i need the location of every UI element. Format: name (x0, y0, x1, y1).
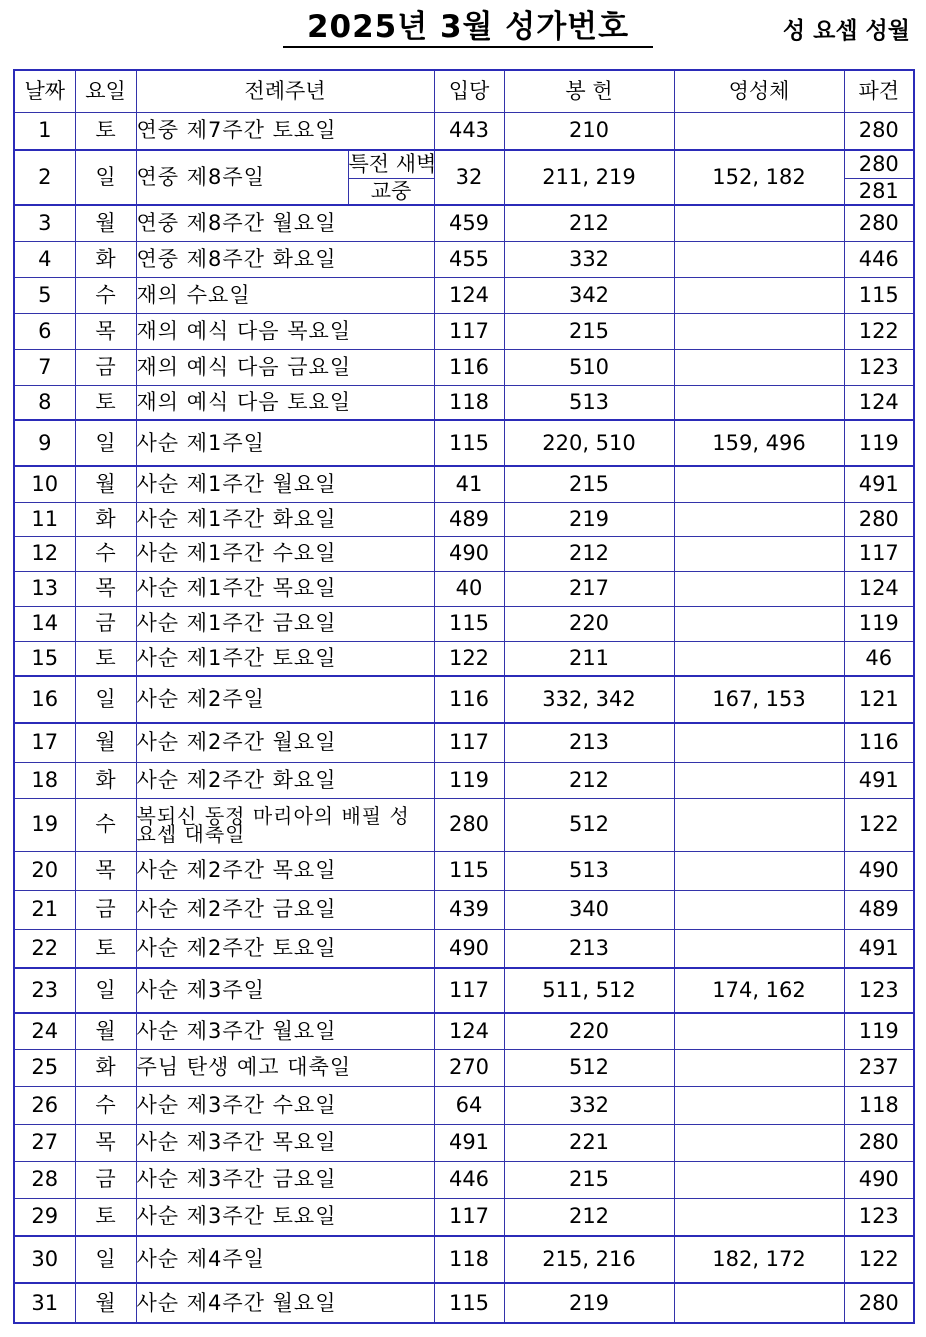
dismissal-cell: 491 (844, 466, 914, 502)
date-cell: 19 (14, 798, 75, 851)
weekday-cell: 목 (75, 313, 136, 349)
offertory-cell: 219 (504, 1283, 674, 1323)
liturgy-cell: 재의 예식 다음 토요일 (136, 385, 434, 420)
date-cell: 4 (14, 241, 75, 277)
communion-cell: 182, 172 (674, 1236, 844, 1283)
date-cell: 22 (14, 929, 75, 968)
table-row (14, 968, 914, 1013)
entrance-cell: 455 (434, 241, 504, 277)
weekday-cell: 토 (75, 385, 136, 420)
table-row (14, 502, 914, 536)
weekday-cell: 토 (75, 641, 136, 676)
date-cell: 7 (14, 349, 75, 385)
header-communion: 영성체 (674, 70, 844, 112)
table-row (14, 1198, 914, 1236)
date-cell: 14 (14, 606, 75, 641)
dismissal-cell: 491 (844, 929, 914, 968)
dismissal-cell: 446 (844, 241, 914, 277)
mass-time-cell: 특전 새벽 (348, 150, 434, 178)
table-row (14, 466, 914, 502)
communion-cell (674, 798, 844, 851)
date-cell: 28 (14, 1161, 75, 1198)
weekday-cell: 월 (75, 466, 136, 502)
dismissal-cell: 124 (844, 571, 914, 606)
entrance-cell: 490 (434, 929, 504, 968)
liturgy-cell: 재의 수요일 (136, 277, 434, 313)
offertory-cell: 213 (504, 723, 674, 762)
date-cell: 5 (14, 277, 75, 313)
dismissal-cell: 115 (844, 277, 914, 313)
table-row (14, 676, 914, 723)
table-row (14, 313, 914, 349)
offertory-cell: 220, 510 (504, 420, 674, 466)
liturgy-cell: 사순 제4주일 (136, 1236, 434, 1283)
weekday-cell: 화 (75, 502, 136, 536)
table-header-row (14, 70, 914, 112)
weekday-cell: 수 (75, 536, 136, 571)
offertory-cell: 215 (504, 313, 674, 349)
entrance-cell: 491 (434, 1124, 504, 1161)
weekday-cell: 월 (75, 723, 136, 762)
date-cell: 10 (14, 466, 75, 502)
date-cell: 24 (14, 1013, 75, 1049)
communion-cell (674, 1013, 844, 1049)
weekday-cell: 금 (75, 1161, 136, 1198)
weekday-cell: 토 (75, 112, 136, 150)
header-weekday: 요일 (75, 70, 136, 112)
communion-cell (674, 205, 844, 241)
date-cell: 18 (14, 762, 75, 798)
liturgy-cell: 사순 제1주일 (136, 420, 434, 466)
entrance-cell: 32 (434, 150, 504, 205)
communion-cell (674, 536, 844, 571)
liturgy-cell: 사순 제2주간 월요일 (136, 723, 434, 762)
date-cell: 6 (14, 313, 75, 349)
communion-cell (674, 277, 844, 313)
date-cell: 31 (14, 1283, 75, 1323)
communion-cell (674, 1086, 844, 1124)
date-cell: 16 (14, 676, 75, 723)
liturgy-cell: 사순 제3주간 목요일 (136, 1124, 434, 1161)
dismissal-cell: 122 (844, 798, 914, 851)
communion-cell (674, 890, 844, 929)
offertory-cell: 215 (504, 1161, 674, 1198)
entrance-cell: 116 (434, 349, 504, 385)
communion-cell (674, 502, 844, 536)
liturgy-cell: 사순 제1주간 수요일 (136, 536, 434, 571)
liturgy-cell: 주님 탄생 예고 대축일 (136, 1049, 434, 1086)
offertory-cell: 220 (504, 606, 674, 641)
entrance-cell: 122 (434, 641, 504, 676)
dismissal-cell: 123 (844, 1198, 914, 1236)
liturgy-cell: 사순 제2주간 화요일 (136, 762, 434, 798)
liturgy-cell: 사순 제1주간 목요일 (136, 571, 434, 606)
entrance-cell: 64 (434, 1086, 504, 1124)
dismissal-cell: 280 (844, 205, 914, 241)
liturgy-cell: 연중 제8주간 월요일 (136, 205, 434, 241)
entrance-cell: 117 (434, 313, 504, 349)
weekday-cell: 일 (75, 150, 136, 205)
offertory-cell: 210 (504, 112, 674, 150)
date-cell: 29 (14, 1198, 75, 1236)
weekday-cell: 금 (75, 349, 136, 385)
date-cell: 25 (14, 1049, 75, 1086)
liturgy-cell: 사순 제2주간 금요일 (136, 890, 434, 929)
dismissal-cell: 118 (844, 1086, 914, 1124)
communion-cell (674, 241, 844, 277)
table-row (14, 851, 914, 890)
dismissal-cell: 280 (844, 150, 914, 178)
liturgy-cell: 재의 예식 다음 금요일 (136, 349, 434, 385)
dismissal-cell: 490 (844, 1161, 914, 1198)
date-cell: 2 (14, 150, 75, 205)
communion-cell (674, 313, 844, 349)
offertory-cell: 212 (504, 536, 674, 571)
entrance-cell: 124 (434, 1013, 504, 1049)
offertory-cell: 340 (504, 890, 674, 929)
table-row (14, 723, 914, 762)
liturgy-cell: 사순 제3주간 월요일 (136, 1013, 434, 1049)
table-row (14, 1283, 914, 1323)
offertory-cell: 211, 219 (504, 150, 674, 205)
communion-cell (674, 1198, 844, 1236)
dismissal-cell: 122 (844, 313, 914, 349)
communion-cell (674, 641, 844, 676)
weekday-cell: 수 (75, 1086, 136, 1124)
offertory-cell: 332 (504, 1086, 674, 1124)
dismissal-cell: 116 (844, 723, 914, 762)
offertory-cell: 215 (504, 466, 674, 502)
weekday-cell: 화 (75, 1049, 136, 1086)
weekday-cell: 월 (75, 1283, 136, 1323)
weekday-cell: 월 (75, 1013, 136, 1049)
entrance-cell: 117 (434, 1198, 504, 1236)
page-title: 2025년 3월 성가번호 (283, 8, 653, 48)
table-row (14, 1124, 914, 1161)
date-cell: 9 (14, 420, 75, 466)
weekday-cell: 수 (75, 277, 136, 313)
offertory-cell: 212 (504, 205, 674, 241)
date-cell: 21 (14, 890, 75, 929)
communion-cell: 167, 153 (674, 676, 844, 723)
dismissal-cell: 280 (844, 1124, 914, 1161)
entrance-cell: 118 (434, 1236, 504, 1283)
communion-cell (674, 606, 844, 641)
offertory-cell: 219 (504, 502, 674, 536)
weekday-cell: 일 (75, 676, 136, 723)
date-cell: 1 (14, 112, 75, 150)
liturgy-cell: 연중 제8주일 (136, 150, 348, 205)
header-entrance: 입당 (434, 70, 504, 112)
offertory-cell: 512 (504, 1049, 674, 1086)
communion-cell: 159, 496 (674, 420, 844, 466)
entrance-cell: 446 (434, 1161, 504, 1198)
table-row (14, 150, 914, 178)
offertory-cell: 332, 342 (504, 676, 674, 723)
date-cell: 13 (14, 571, 75, 606)
offertory-cell: 221 (504, 1124, 674, 1161)
weekday-cell: 월 (75, 205, 136, 241)
offertory-cell: 511, 512 (504, 968, 674, 1013)
communion-cell (674, 929, 844, 968)
offertory-cell: 213 (504, 929, 674, 968)
offertory-cell: 510 (504, 349, 674, 385)
date-cell: 27 (14, 1124, 75, 1161)
table-row (14, 112, 914, 150)
dismissal-cell: 46 (844, 641, 914, 676)
dismissal-cell: 119 (844, 1013, 914, 1049)
table-row (14, 385, 914, 420)
weekday-cell: 금 (75, 606, 136, 641)
liturgy-cell: 연중 제7주간 토요일 (136, 112, 434, 150)
weekday-cell: 토 (75, 929, 136, 968)
liturgy-cell: 사순 제3주일 (136, 968, 434, 1013)
weekday-cell: 목 (75, 851, 136, 890)
entrance-cell: 115 (434, 420, 504, 466)
liturgy-cell: 재의 예식 다음 목요일 (136, 313, 434, 349)
dismissal-cell: 122 (844, 1236, 914, 1283)
weekday-cell: 목 (75, 1124, 136, 1161)
liturgy-cell: 연중 제8주간 화요일 (136, 241, 434, 277)
date-cell: 17 (14, 723, 75, 762)
communion-cell (674, 762, 844, 798)
communion-cell (674, 349, 844, 385)
communion-cell (674, 851, 844, 890)
date-cell: 8 (14, 385, 75, 420)
header-dismissal: 파견 (844, 70, 914, 112)
dismissal-cell: 123 (844, 349, 914, 385)
entrance-cell: 117 (434, 968, 504, 1013)
date-cell: 3 (14, 205, 75, 241)
entrance-cell: 115 (434, 1283, 504, 1323)
entrance-cell: 119 (434, 762, 504, 798)
table-row (14, 1236, 914, 1283)
offertory-cell: 215, 216 (504, 1236, 674, 1283)
table-row (14, 571, 914, 606)
table-row (14, 420, 914, 466)
table-row (14, 798, 914, 851)
weekday-cell: 화 (75, 762, 136, 798)
table-body (14, 112, 914, 1323)
dismissal-cell: 117 (844, 536, 914, 571)
header-date: 날짜 (14, 70, 75, 112)
communion-cell (674, 1049, 844, 1086)
entrance-cell: 117 (434, 723, 504, 762)
offertory-cell: 212 (504, 1198, 674, 1236)
entrance-cell: 280 (434, 798, 504, 851)
table-row (14, 349, 914, 385)
communion-cell (674, 571, 844, 606)
date-cell: 15 (14, 641, 75, 676)
liturgy-cell: 사순 제2주일 (136, 676, 434, 723)
date-cell: 20 (14, 851, 75, 890)
table-row (14, 1161, 914, 1198)
liturgy-cell: 사순 제1주간 토요일 (136, 641, 434, 676)
entrance-cell: 115 (434, 851, 504, 890)
page-subtitle: 성 요셉 성월 (782, 18, 910, 44)
communion-cell (674, 112, 844, 150)
entrance-cell: 489 (434, 502, 504, 536)
liturgy-cell: 사순 제1주간 화요일 (136, 502, 434, 536)
hymn-schedule-table (13, 69, 915, 1324)
table-row (14, 241, 914, 277)
offertory-cell: 513 (504, 385, 674, 420)
offertory-cell: 217 (504, 571, 674, 606)
communion-cell (674, 723, 844, 762)
weekday-cell: 수 (75, 798, 136, 851)
dismissal-cell: 237 (844, 1049, 914, 1086)
table-row (14, 1086, 914, 1124)
table-row (14, 890, 914, 929)
dismissal-cell: 281 (844, 178, 914, 205)
dismissal-cell: 491 (844, 762, 914, 798)
weekday-cell: 일 (75, 420, 136, 466)
dismissal-cell: 124 (844, 385, 914, 420)
offertory-cell: 220 (504, 1013, 674, 1049)
liturgy-cell: 사순 제2주간 목요일 (136, 851, 434, 890)
communion-cell (674, 1161, 844, 1198)
entrance-cell: 118 (434, 385, 504, 420)
weekday-cell: 일 (75, 968, 136, 1013)
dismissal-cell: 280 (844, 502, 914, 536)
liturgy-cell: 사순 제2주간 토요일 (136, 929, 434, 968)
weekday-cell: 목 (75, 571, 136, 606)
table-row (14, 205, 914, 241)
date-cell: 23 (14, 968, 75, 1013)
dismissal-cell: 280 (844, 1283, 914, 1323)
dismissal-cell: 490 (844, 851, 914, 890)
dismissal-cell: 119 (844, 606, 914, 641)
table-row (14, 762, 914, 798)
date-cell: 26 (14, 1086, 75, 1124)
entrance-cell: 116 (434, 676, 504, 723)
liturgy-cell: 사순 제1주간 금요일 (136, 606, 434, 641)
dismissal-cell: 121 (844, 676, 914, 723)
entrance-cell: 270 (434, 1049, 504, 1086)
offertory-cell: 211 (504, 641, 674, 676)
offertory-cell: 332 (504, 241, 674, 277)
entrance-cell: 115 (434, 606, 504, 641)
dismissal-cell: 123 (844, 968, 914, 1013)
dismissal-cell: 119 (844, 420, 914, 466)
date-cell: 11 (14, 502, 75, 536)
dismissal-cell: 280 (844, 112, 914, 150)
communion-cell (674, 466, 844, 502)
entrance-cell: 40 (434, 571, 504, 606)
liturgy-cell: 사순 제3주간 수요일 (136, 1086, 434, 1124)
liturgy-cell: 복되신 동정 마리아의 배필 성 요셉 대축일 (136, 798, 434, 851)
table-row (14, 277, 914, 313)
weekday-cell: 토 (75, 1198, 136, 1236)
weekday-cell: 금 (75, 890, 136, 929)
entrance-cell: 443 (434, 112, 504, 150)
entrance-cell: 459 (434, 205, 504, 241)
entrance-cell: 490 (434, 536, 504, 571)
communion-cell: 174, 162 (674, 968, 844, 1013)
offertory-cell: 212 (504, 762, 674, 798)
table-row (14, 606, 914, 641)
entrance-cell: 124 (434, 277, 504, 313)
entrance-cell: 41 (434, 466, 504, 502)
communion-cell: 152, 182 (674, 150, 844, 205)
offertory-cell: 342 (504, 277, 674, 313)
weekday-cell: 화 (75, 241, 136, 277)
communion-cell (674, 1124, 844, 1161)
liturgy-cell: 사순 제1주간 월요일 (136, 466, 434, 502)
table-row (14, 929, 914, 968)
table-row (14, 1013, 914, 1049)
dismissal-cell: 489 (844, 890, 914, 929)
table-row (14, 641, 914, 676)
mass-time-cell: 교중 (348, 178, 434, 205)
liturgy-cell: 사순 제4주간 월요일 (136, 1283, 434, 1323)
header-liturgy: 전례주년 (136, 70, 434, 112)
weekday-cell: 일 (75, 1236, 136, 1283)
date-cell: 12 (14, 536, 75, 571)
communion-cell (674, 385, 844, 420)
offertory-cell: 512 (504, 798, 674, 851)
communion-cell (674, 1283, 844, 1323)
date-cell: 30 (14, 1236, 75, 1283)
offertory-cell: 513 (504, 851, 674, 890)
table-row (14, 536, 914, 571)
liturgy-cell: 사순 제3주간 금요일 (136, 1161, 434, 1198)
liturgy-cell: 사순 제3주간 토요일 (136, 1198, 434, 1236)
table-row (14, 1049, 914, 1086)
header-offertory: 봉 헌 (504, 70, 674, 112)
entrance-cell: 439 (434, 890, 504, 929)
